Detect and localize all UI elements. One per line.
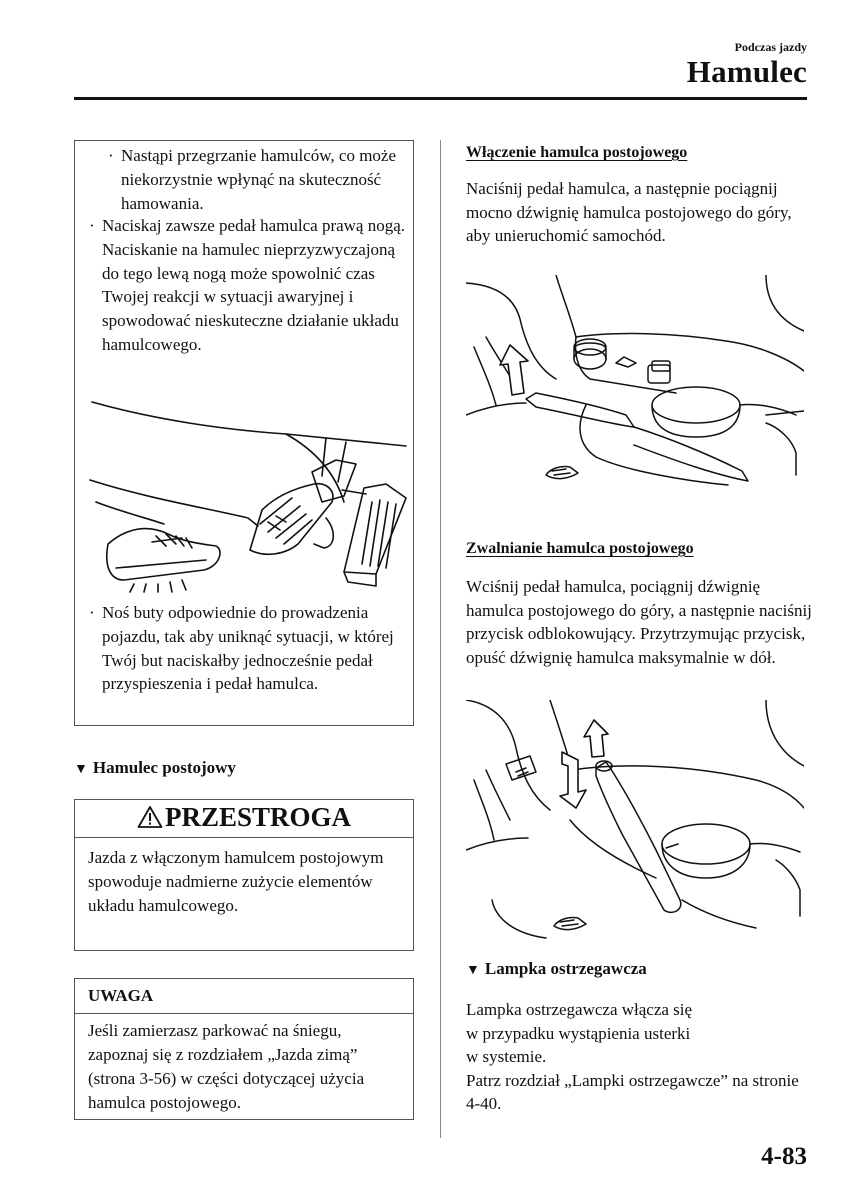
bullet-item bbox=[89, 601, 407, 696]
push-down-arrow-icon bbox=[560, 752, 586, 808]
text-line: w przypadku wystąpienia usterki bbox=[466, 1023, 691, 1043]
bullet-text: Noś buty odpowiednie do prowadzenia pojazdu, tak aby uniknąć sytuacji, w której Twój but naciskałby jednocześnie pedał przyspieszenia i pedał hamulca. bbox=[102, 603, 394, 694]
bullet-text: Naciskaj zawsze pedał hamulca prawą nogą. Naciskanie na hamulec nieprzyzwyczajoną do tego lewą nogą może spowolnić czas Twojej reakcji w sytuacji awaryjnej i spowodować nieskuteczne działanie układu hamulcowego. bbox=[102, 216, 406, 354]
lamp-subheading bbox=[466, 959, 647, 979]
pedal-foot-illustration bbox=[86, 398, 408, 594]
apply-heading: Włączenie hamulca postojowego bbox=[466, 144, 688, 161]
text-line: Patrz rozdział „Lampki ostrzegawcze” na stronie 4-40. bbox=[466, 1070, 799, 1114]
text-line: Lampka ostrzegawcza włącza się bbox=[466, 1000, 693, 1019]
text-line: w systemie. bbox=[466, 1047, 547, 1067]
lamp-text bbox=[466, 998, 806, 1116]
caution-title: PRZESTROGA bbox=[164, 802, 352, 832]
release-text: Wciśnij pedał hamulca, pociągnij dźwignię hamulca postojowego do góry, a następnie naciśnij przycisk odblokowujący. Przytrzymując przycisk, opuść dźwignię hamulca maksymalnie w dół. bbox=[466, 577, 812, 667]
bullet-marker: · bbox=[89, 603, 95, 622]
section-label: Podczas jazdy bbox=[734, 40, 807, 54]
triangle-marker-icon: ▼ bbox=[466, 963, 480, 978]
header-rule bbox=[74, 97, 807, 100]
parking-brake-apply-illustration bbox=[466, 275, 804, 495]
up-arrow-icon bbox=[500, 345, 528, 395]
apply-text: Naciśnij pedał hamulca, a następnie pociągnij mocno dźwignię hamulca postojowego do góry, aby unieruchomić samochód. bbox=[466, 179, 792, 246]
parking-brake-release-illustration bbox=[466, 700, 804, 940]
caution-header bbox=[74, 799, 414, 838]
bullet-item bbox=[89, 214, 407, 357]
triangle-marker-icon: ▼ bbox=[74, 762, 88, 777]
subheading-text: Hamulec postojowy bbox=[92, 758, 236, 777]
page-title: Hamulec bbox=[686, 54, 807, 89]
page-number: 4-83 bbox=[761, 1143, 807, 1170]
note-header: UWAGA bbox=[74, 978, 414, 1014]
caution-text: Jazda z włączonym hamulcem postojowym spowoduje nadmierne zużycie elementów układu hamulcowego. bbox=[88, 848, 384, 915]
note-text: Jeśli zamierzasz parkować na śniegu, zapoznaj się z rozdziałem „Jazda zimą” (strona 3-56) w części dotyczącej użycia hamulca postojowego. bbox=[88, 1021, 365, 1112]
bullet-text: Nastąpi przegrzanie hamulców, co może niekorzystnie wpłynąć na skuteczność hamowania. bbox=[121, 146, 397, 213]
subheading-text: Lampka ostrzegawcza bbox=[484, 959, 647, 978]
bullet-item bbox=[108, 144, 407, 215]
release-heading: Zwalnianie hamulca postojowego bbox=[466, 540, 694, 557]
column-divider bbox=[440, 140, 441, 1138]
bullet-marker: · bbox=[108, 146, 114, 165]
warning-triangle-icon bbox=[137, 805, 163, 829]
bullet-marker: · bbox=[89, 216, 95, 235]
up-arrow-icon bbox=[584, 720, 608, 757]
section-subheading bbox=[74, 758, 236, 778]
